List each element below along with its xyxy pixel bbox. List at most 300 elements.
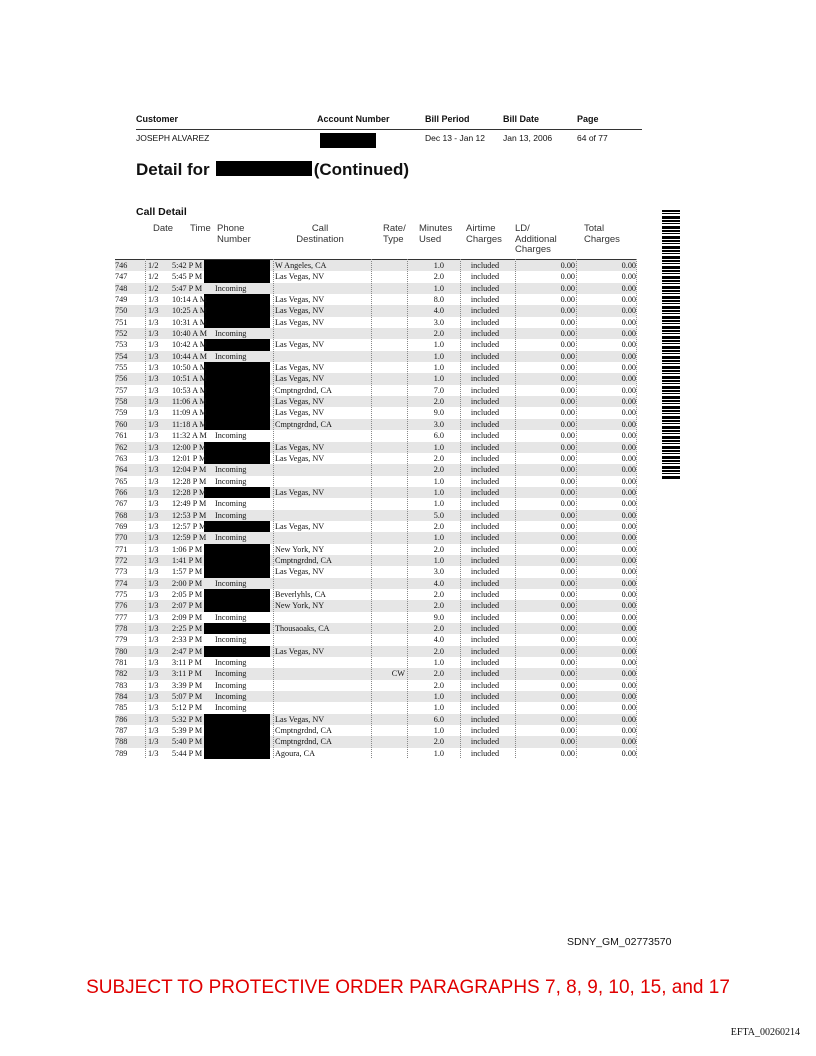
call-date: 1/3	[148, 408, 159, 418]
bill-date-value: Jan 13, 2006	[503, 133, 553, 143]
row-number: 763	[115, 453, 128, 463]
account-number-label: Account Number	[317, 114, 390, 124]
call-date: 1/3	[148, 487, 159, 497]
minutes-used: 9.0	[433, 612, 444, 622]
total-charges: 0.00	[621, 408, 636, 418]
row-number: 773	[115, 567, 128, 577]
call-date: 1/3	[148, 306, 159, 316]
call-date: 1/3	[148, 476, 159, 486]
airtime-charges: included	[470, 521, 500, 531]
title-suffix: (Continued)	[313, 160, 410, 179]
total-charges: 0.00	[621, 635, 636, 645]
call-time: 5:12 P M	[172, 703, 203, 713]
total-charges: 0.00	[621, 726, 636, 736]
phone-number-redaction	[204, 566, 270, 577]
row-number: 781	[115, 658, 128, 668]
total-charges: 0.00	[621, 487, 636, 497]
minutes-used: 4.0	[433, 578, 444, 588]
call-date: 1/3	[148, 317, 159, 327]
call-date: 1/3	[148, 703, 159, 713]
airtime-charges: included	[470, 624, 500, 633]
minutes-used: 1.0	[433, 726, 444, 736]
call-destination: New York, NY	[275, 544, 325, 554]
airtime-charges: included	[470, 431, 500, 441]
row-number: 752	[115, 329, 128, 339]
col-date: Date	[153, 223, 174, 234]
call-date: 1/2	[148, 261, 159, 270]
total-charges: 0.00	[621, 567, 636, 577]
call-date: 1/3	[148, 442, 159, 452]
total-charges: 0.00	[621, 578, 636, 588]
incoming-label: Incoming	[215, 351, 247, 361]
total-charges: 0.00	[621, 453, 636, 463]
airtime-charges: included	[470, 748, 500, 758]
total-charges: 0.00	[621, 555, 636, 565]
airtime-charges: included	[470, 476, 500, 486]
row-number: 756	[115, 374, 128, 384]
customer-label: Customer	[136, 114, 179, 124]
ld-charges: 0.00	[560, 453, 575, 463]
call-time: 1:41 P M	[172, 555, 203, 565]
table-row	[115, 668, 636, 679]
airtime-charges: included	[470, 658, 500, 668]
total-charges: 0.00	[621, 510, 636, 520]
total-charges: 0.00	[621, 340, 636, 350]
call-destination: Las Vegas, NV	[275, 397, 325, 407]
call-date: 1/3	[148, 499, 159, 509]
phone-number-redaction	[204, 555, 270, 566]
call-date: 1/3	[148, 669, 159, 679]
ld-charges: 0.00	[560, 510, 575, 520]
ld-charges: 0.00	[560, 340, 575, 350]
airtime-charges: included	[470, 669, 500, 679]
airtime-charges: included	[470, 329, 500, 339]
minutes-used: 2.0	[433, 646, 444, 656]
table-row	[115, 544, 636, 555]
phone-number-redaction	[204, 294, 270, 305]
call-time: 10:14 A M	[172, 295, 208, 305]
call-date: 1/3	[148, 635, 159, 645]
table-row	[115, 442, 636, 453]
incoming-label: Incoming	[215, 431, 247, 441]
table-row	[115, 555, 636, 566]
call-date: 1/3	[148, 329, 159, 339]
total-charges: 0.00	[621, 272, 636, 282]
table-row	[115, 362, 636, 373]
total-charges: 0.00	[621, 499, 636, 509]
call-date: 1/3	[148, 510, 159, 520]
phone-number-redaction	[204, 714, 270, 725]
phone-number-redaction	[204, 623, 270, 634]
total-charges: 0.00	[621, 397, 636, 407]
airtime-charges: included	[470, 317, 500, 327]
airtime-charges: included	[470, 680, 500, 690]
minutes-used: 2.0	[433, 601, 444, 611]
total-charges: 0.00	[621, 283, 636, 293]
table-row	[115, 589, 636, 600]
minutes-used: 4.0	[433, 635, 444, 645]
call-date: 1/3	[148, 726, 159, 736]
total-charges: 0.00	[621, 374, 636, 384]
call-destination: Beverlyhls, CA	[275, 589, 326, 599]
table-row	[115, 351, 636, 362]
table-row	[115, 328, 636, 339]
minutes-used: 1.0	[433, 283, 444, 293]
phone-number-redaction	[204, 521, 270, 532]
call-time: 3:11 P M	[172, 669, 202, 679]
airtime-charges: included	[470, 419, 500, 429]
call-date: 1/3	[148, 397, 159, 407]
minutes-used: 7.0	[433, 385, 444, 395]
total-charges: 0.00	[621, 306, 636, 316]
call-date: 1/3	[148, 567, 159, 577]
call-date: 1/3	[148, 295, 159, 305]
call-destination: Cmptngrdnd, CA	[275, 726, 332, 736]
phone-number-redaction	[204, 385, 270, 396]
incoming-label: Incoming	[215, 612, 247, 622]
ld-charges: 0.00	[560, 442, 575, 452]
minutes-used: 2.0	[433, 680, 444, 690]
call-time: 5:47 P M	[172, 283, 203, 293]
table-row	[115, 691, 636, 702]
airtime-charges: included	[470, 363, 500, 373]
call-destination: Las Vegas, NV	[275, 453, 325, 463]
minutes-used: 2.0	[433, 737, 444, 747]
call-time: 12:01 P M	[172, 453, 207, 463]
table-row	[115, 317, 636, 328]
call-time: 2:00 P M	[172, 578, 203, 588]
table-row	[115, 646, 636, 657]
call-time: 11:09 A M	[172, 408, 207, 418]
total-charges: 0.00	[621, 419, 636, 429]
ld-charges: 0.00	[560, 329, 575, 339]
table-row	[115, 283, 636, 294]
header-rule	[136, 129, 642, 130]
table-row	[115, 498, 636, 509]
call-time: 2:09 P M	[172, 612, 203, 622]
call-date: 1/3	[148, 624, 159, 633]
airtime-charges: included	[470, 533, 500, 543]
table-row	[115, 748, 636, 759]
table-row	[115, 510, 636, 521]
call-time: 12:04 P M	[172, 465, 207, 475]
call-destination: Las Vegas, NV	[275, 317, 325, 327]
ld-charges: 0.00	[560, 567, 575, 577]
ld-charges: 0.00	[560, 397, 575, 407]
table-row	[115, 634, 636, 645]
row-number: 785	[115, 703, 128, 713]
ld-charges: 0.00	[560, 544, 575, 554]
airtime-charges: included	[470, 703, 500, 713]
minutes-used: 1.0	[433, 533, 444, 543]
row-number: 789	[115, 748, 128, 758]
airtime-charges: included	[470, 555, 500, 565]
call-destination: Las Vegas, NV	[275, 714, 325, 724]
airtime-charges: included	[470, 567, 500, 577]
table-row	[115, 521, 636, 532]
total-charges: 0.00	[621, 521, 636, 531]
ld-charges: 0.00	[560, 431, 575, 441]
total-charges: 0.00	[621, 737, 636, 747]
minutes-used: 1.0	[433, 658, 444, 668]
minutes-used: 2.0	[433, 272, 444, 282]
table-row	[115, 680, 636, 691]
row-number: 775	[115, 589, 128, 599]
bill-date-label: Bill Date	[503, 114, 540, 124]
row-number: 755	[115, 363, 128, 373]
call-date: 1/3	[148, 658, 159, 668]
airtime-charges: included	[470, 692, 500, 702]
table-row	[115, 578, 636, 589]
ld-charges: 0.00	[560, 624, 575, 633]
column-divider	[460, 259, 461, 758]
call-destination: Las Vegas, NV	[275, 442, 325, 452]
call-date: 1/3	[148, 431, 159, 441]
call-destination: Cmptngrdnd, CA	[275, 737, 332, 747]
call-time: 12:28 P M	[172, 487, 207, 497]
row-number: 769	[115, 521, 128, 531]
total-charges: 0.00	[621, 431, 636, 441]
ld-charges: 0.00	[560, 295, 575, 305]
phone-number-redaction	[204, 419, 270, 430]
call-date: 1/3	[148, 737, 159, 747]
ld-charges: 0.00	[560, 748, 575, 758]
call-date: 1/3	[148, 374, 159, 384]
call-date: 1/3	[148, 589, 159, 599]
incoming-label: Incoming	[215, 283, 247, 293]
ld-charges: 0.00	[560, 635, 575, 645]
header-values	[136, 133, 642, 147]
ld-charges: 0.00	[560, 669, 575, 679]
call-date: 1/3	[148, 453, 159, 463]
ld-charges: 0.00	[560, 385, 575, 395]
section-heading: Call Detail	[136, 206, 187, 218]
call-time: 3:39 P M	[172, 680, 203, 690]
minutes-used: 3.0	[433, 419, 444, 429]
rate-type: CW	[391, 669, 405, 679]
table-row	[115, 725, 636, 736]
call-time: 10:40 A M	[172, 329, 208, 339]
minutes-used: 5.0	[433, 510, 444, 520]
ld-charges: 0.00	[560, 499, 575, 509]
airtime-charges: included	[470, 385, 500, 395]
phone-number-redaction	[204, 317, 270, 328]
phone-number-redaction	[204, 736, 270, 747]
total-charges: 0.00	[621, 533, 636, 543]
ld-charges: 0.00	[560, 476, 575, 486]
airtime-charges: included	[470, 295, 500, 305]
call-destination: Las Vegas, NV	[275, 646, 325, 656]
total-charges: 0.00	[621, 317, 636, 327]
ld-charges: 0.00	[560, 261, 575, 270]
phone-number-redaction	[216, 161, 312, 176]
ld-charges: 0.00	[560, 726, 575, 736]
column-divider	[371, 259, 372, 758]
ld-charges: 0.00	[560, 589, 575, 599]
table-row	[115, 532, 636, 543]
page-value: 64 of 77	[577, 133, 608, 143]
call-time: 2:47 P M	[172, 646, 203, 656]
column-divider	[636, 259, 637, 758]
airtime-charges: included	[470, 510, 500, 520]
airtime-charges: included	[470, 351, 500, 361]
call-time: 5:07 P M	[172, 692, 203, 702]
header-labels	[136, 114, 642, 128]
airtime-charges: included	[470, 726, 500, 736]
call-date: 1/3	[148, 748, 159, 758]
ld-charges: 0.00	[560, 555, 575, 565]
total-charges: 0.00	[621, 714, 636, 724]
ld-charges: 0.00	[560, 272, 575, 282]
call-date: 1/2	[148, 272, 159, 282]
customer-name: JOSEPH ALVAREZ	[136, 133, 210, 143]
bill-period-value: Dec 13 - Jan 12	[425, 133, 486, 143]
table-row	[115, 623, 636, 634]
call-destination: W Angeles, CA	[275, 261, 327, 270]
total-charges: 0.00	[621, 544, 636, 554]
airtime-charges: included	[470, 283, 500, 293]
airtime-charges: included	[470, 272, 500, 282]
col-minutes: Minutes Used	[419, 223, 453, 245]
call-date: 1/3	[148, 419, 159, 429]
minutes-used: 2.0	[433, 453, 444, 463]
call-date: 1/2	[148, 283, 159, 293]
incoming-label: Incoming	[215, 499, 247, 509]
airtime-charges: included	[470, 737, 500, 747]
call-date: 1/3	[148, 521, 159, 531]
call-date: 1/3	[148, 385, 159, 395]
call-date: 1/3	[148, 544, 159, 554]
efta-number: EFTA_00260214	[730, 1027, 800, 1038]
call-time: 12:49 P M	[172, 499, 207, 509]
call-time: 12:28 P M	[172, 476, 207, 486]
call-destination: Las Vegas, NV	[275, 295, 325, 305]
incoming-label: Incoming	[215, 510, 247, 520]
bates-number: SDNY_GM_02773570	[567, 936, 672, 948]
phone-number-redaction	[204, 396, 270, 407]
call-time: 10:31 A M	[172, 317, 208, 327]
total-charges: 0.00	[621, 385, 636, 395]
minutes-used: 1.0	[433, 374, 444, 384]
table-row	[115, 259, 636, 271]
call-date: 1/3	[148, 363, 159, 373]
call-date: 1/3	[148, 692, 159, 702]
phone-number-redaction	[204, 600, 270, 611]
call-time: 10:50 A M	[172, 363, 208, 373]
total-charges: 0.00	[621, 646, 636, 656]
ld-charges: 0.00	[560, 703, 575, 713]
call-date: 1/3	[148, 351, 159, 361]
row-number: 761	[115, 431, 128, 441]
airtime-charges: included	[470, 589, 500, 599]
airtime-charges: included	[470, 487, 500, 497]
call-date: 1/3	[148, 533, 159, 543]
call-time: 2:07 P M	[172, 601, 203, 611]
ld-charges: 0.00	[560, 601, 575, 611]
ld-charges: 0.00	[560, 283, 575, 293]
call-destination: Las Vegas, NV	[275, 487, 325, 497]
page-label: Page	[577, 114, 599, 124]
call-date: 1/3	[148, 465, 159, 475]
call-time: 5:40 P M	[172, 737, 203, 747]
ld-charges: 0.00	[560, 692, 575, 702]
call-time: 10:44 A M	[172, 351, 208, 361]
column-divider	[145, 259, 146, 758]
total-charges: 0.00	[621, 669, 636, 679]
phone-number-redaction	[204, 589, 270, 600]
ld-charges: 0.00	[560, 658, 575, 668]
ld-charges: 0.00	[560, 714, 575, 724]
airtime-charges: included	[470, 465, 500, 475]
airtime-charges: included	[470, 453, 500, 463]
call-time: 11:18 A M	[172, 419, 207, 429]
minutes-used: 2.0	[433, 589, 444, 599]
phone-number-redaction	[204, 339, 270, 350]
call-time: 5:39 P M	[172, 726, 203, 736]
col-total: Total Charges	[584, 223, 620, 245]
minutes-used: 1.0	[433, 703, 444, 713]
airtime-charges: included	[470, 714, 500, 724]
total-charges: 0.00	[621, 465, 636, 475]
call-time: 12:57 P M	[172, 521, 207, 531]
call-destination: Las Vegas, NV	[275, 363, 325, 373]
phone-number-redaction	[204, 260, 270, 271]
call-time: 11:06 A M	[172, 397, 207, 407]
total-charges: 0.00	[621, 624, 636, 633]
row-number: 787	[115, 726, 128, 736]
row-number: 757	[115, 385, 128, 395]
phone-number-redaction	[204, 362, 270, 373]
call-date: 1/3	[148, 578, 159, 588]
airtime-charges: included	[470, 646, 500, 656]
airtime-charges: included	[470, 306, 500, 316]
minutes-used: 1.0	[433, 351, 444, 361]
call-destination: Las Vegas, NV	[275, 306, 325, 316]
phone-number-redaction	[204, 305, 270, 316]
call-time: 12:00 P M	[172, 442, 207, 452]
call-time: 2:25 P M	[172, 624, 203, 633]
table-row	[115, 453, 636, 464]
call-date: 1/3	[148, 555, 159, 565]
minutes-used: 2.0	[433, 521, 444, 531]
col-rate: Rate/ Type	[383, 223, 406, 245]
call-destination: Cmptngrdnd, CA	[275, 555, 332, 565]
incoming-label: Incoming	[215, 465, 247, 475]
ld-charges: 0.00	[560, 408, 575, 418]
minutes-used: 1.0	[433, 340, 444, 350]
ld-charges: 0.00	[560, 351, 575, 361]
call-time: 1:57 P M	[172, 567, 203, 577]
call-date: 1/3	[148, 340, 159, 350]
call-destination: Las Vegas, NV	[275, 567, 325, 577]
incoming-label: Incoming	[215, 476, 247, 486]
table-row	[115, 271, 636, 282]
call-time: 2:05 P M	[172, 589, 203, 599]
minutes-used: 1.0	[433, 555, 444, 565]
row-number: 759	[115, 408, 128, 418]
minutes-used: 1.0	[433, 363, 444, 373]
row-number: 772	[115, 555, 128, 565]
table-row	[115, 419, 636, 430]
row-number: 784	[115, 692, 128, 702]
row-number: 771	[115, 544, 128, 554]
row-number: 786	[115, 714, 128, 724]
col-ld: LD/ Additional Charges	[515, 223, 557, 255]
col-destination: Call Destination	[296, 223, 344, 245]
ld-charges: 0.00	[560, 521, 575, 531]
call-time: 2:33 P M	[172, 635, 203, 645]
minutes-used: 2.0	[433, 465, 444, 475]
